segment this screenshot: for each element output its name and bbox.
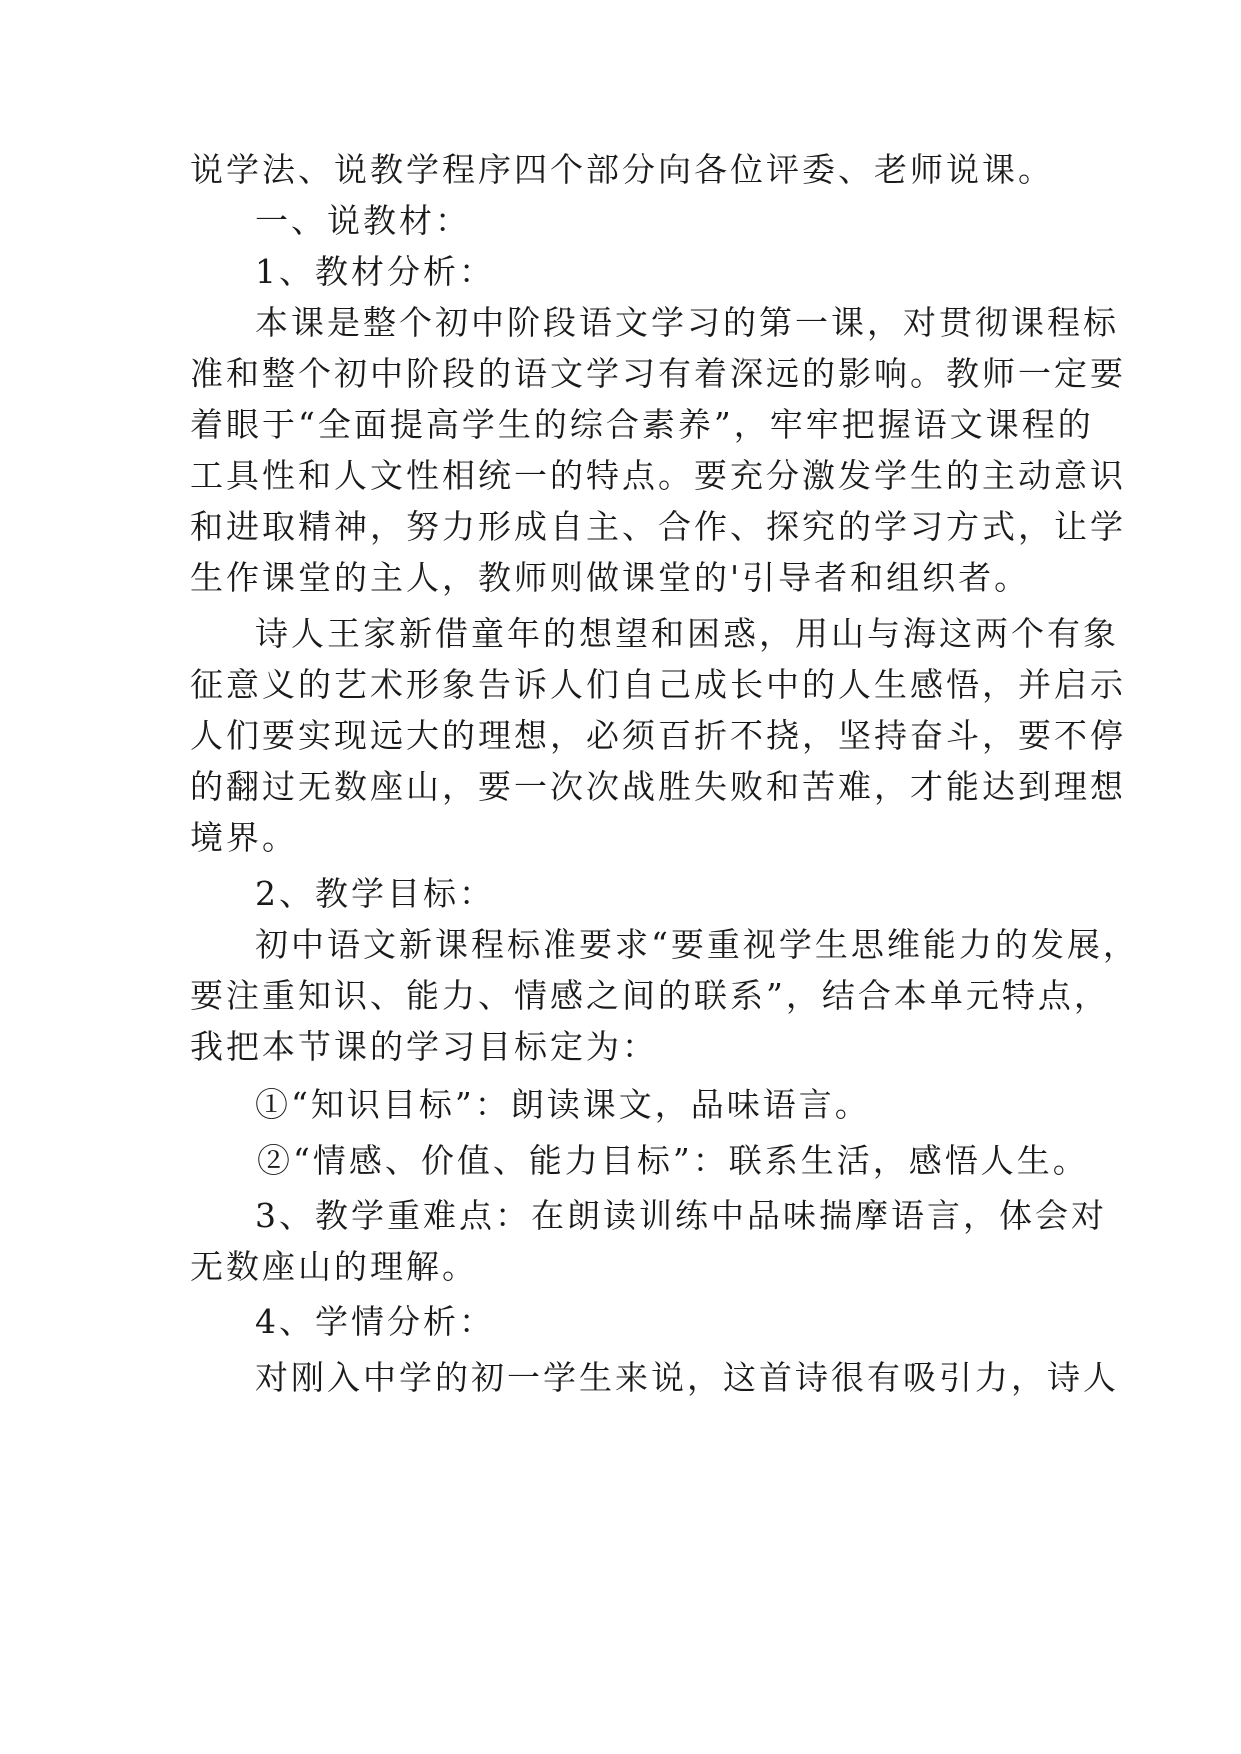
paragraph-line: 人们要实现远大的理想，必须百折不挠，坚持奋斗，要不停 (190, 716, 1126, 755)
paragraph-line: 初中语文新课程标准要求“要重视学生思维能力的发展， (255, 925, 1139, 964)
paragraph-line: 我把本节课的学习目标定为： (190, 1027, 658, 1066)
paragraph-line: 着眼于“全面提高学生的综合素养”，牢牢把握语文课程的 (190, 405, 1094, 444)
paragraph-line: 和进取精神，努力形成自主、合作、探究的学习方式，让学 (190, 507, 1126, 546)
section-heading: 一、说教材： (255, 201, 471, 240)
paragraph-line: 生作课堂的主人，教师则做课堂的'引导者和组织者。 (190, 558, 1031, 597)
paragraph-line: 对刚入中学的初一学生来说，这首诗很有吸引力，诗人 (255, 1358, 1119, 1397)
subsection-heading: 2、教学目标： (255, 874, 495, 913)
text-line: 说学法、说教学程序四个部分向各位评委、老师说课。 (190, 150, 1054, 189)
subsection-heading: 4、学情分析： (255, 1302, 495, 1341)
list-item: ②“情感、价值、能力目标”：联系生活，感悟人生。 (257, 1141, 1089, 1180)
paragraph-line: 境界。 (190, 818, 298, 857)
list-item: ①“知识目标”：朗读课文，品味语言。 (255, 1085, 871, 1124)
paragraph-line: 本课是整个初中阶段语文学习的第一课，对贯彻课程标 (255, 303, 1119, 342)
subsection-heading: 1、教材分析： (255, 252, 495, 291)
paragraph-line: 诗人王家新借童年的想望和困惑，用山与海这两个有象 (255, 614, 1119, 653)
paragraph-line: 3、教学重难点：在朗读训练中品味揣摩语言，体会对 (255, 1196, 1107, 1235)
paragraph-line: 要注重知识、能力、情感之间的联系”，结合本单元特点， (190, 976, 1110, 1015)
paragraph-line: 准和整个初中阶段的语文学习有着深远的影响。教师一定要 (190, 354, 1126, 393)
paragraph-line: 工具性和人文性相统一的特点。要充分激发学生的主动意识 (190, 456, 1126, 495)
paragraph-line: 征意义的艺术形象告诉人们自己成长中的人生感悟，并启示 (190, 665, 1126, 704)
paragraph-line: 无数座山的理解。 (190, 1247, 478, 1286)
paragraph-line: 的翻过无数座山，要一次次战胜失败和苦难，才能达到理想 (190, 767, 1126, 806)
